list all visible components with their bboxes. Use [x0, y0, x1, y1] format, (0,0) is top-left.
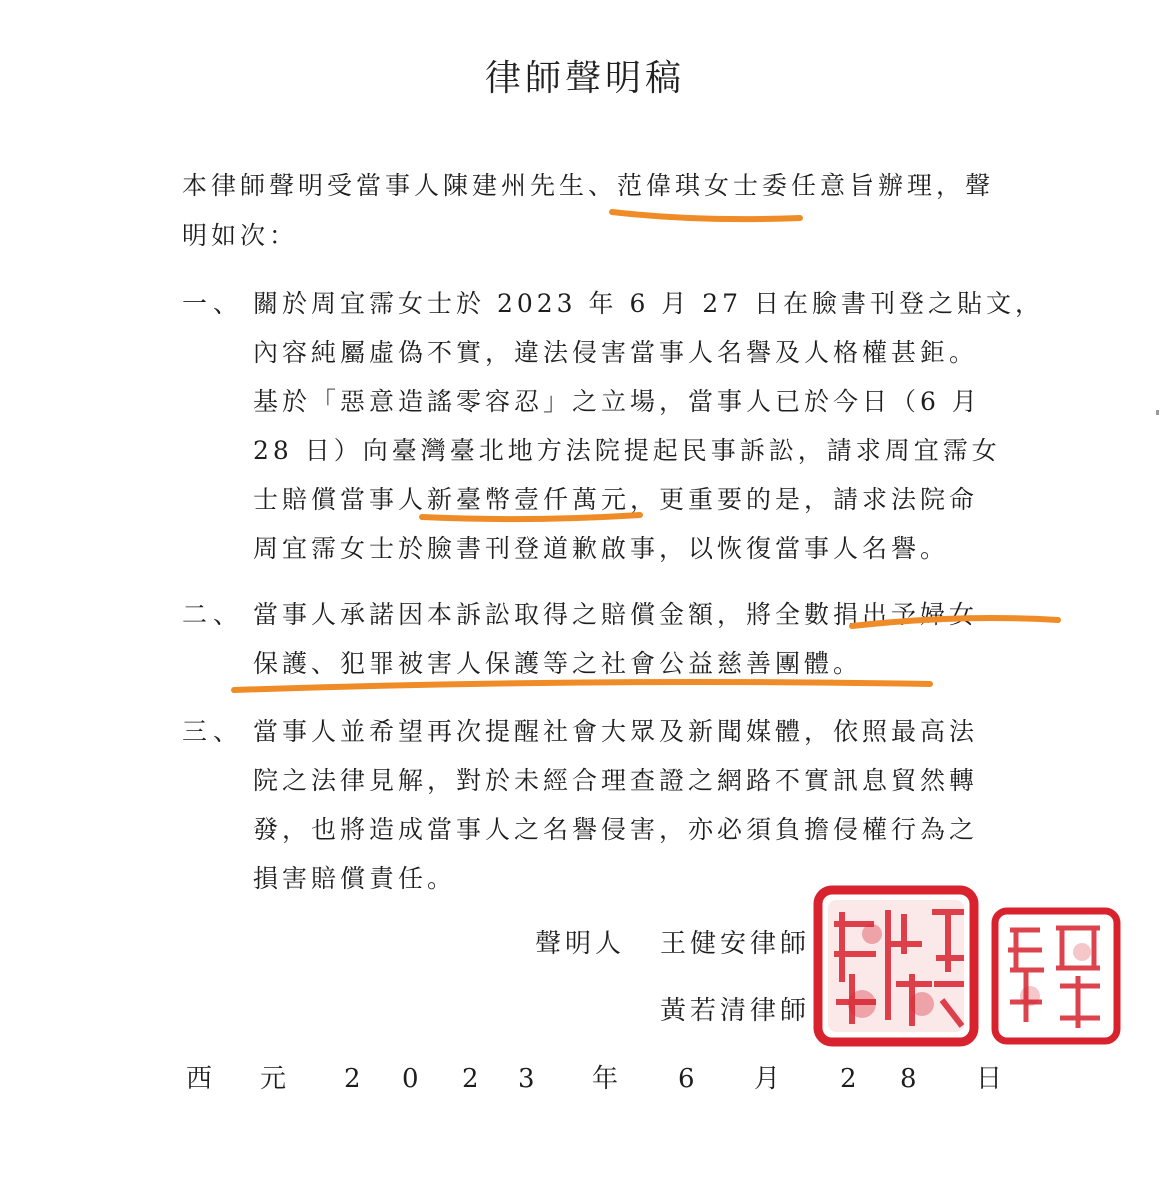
highlight-underline-4	[234, 682, 930, 690]
date-char: 月	[754, 1064, 781, 1094]
date-char: 年	[592, 1064, 619, 1094]
document-title: 律師聲明稿	[484, 58, 685, 99]
scan-speck	[1156, 410, 1159, 415]
item-1-line-3: 基於「惡意造謠零容忍」之立場，當事人已於今日（6 月	[253, 387, 981, 416]
document-date	[186, 1064, 1003, 1096]
item-3-line-4: 損害賠償責任。	[253, 864, 457, 893]
date-char: 6	[678, 1064, 695, 1094]
date-char: 8	[900, 1064, 917, 1094]
date-char: 2	[344, 1064, 361, 1094]
item-1-line-1: 關於周宜霈女士於 2023 年 6 月 27 日在臉書刊登之貼文，	[253, 289, 1045, 318]
date-char: 2	[462, 1064, 479, 1094]
intro-line-2: 明如次：	[182, 221, 299, 250]
item-2-line-1: 當事人承諾因本訴訟取得之賠償金額，將全數捐出予婦女	[253, 600, 979, 629]
signatory-lawyer-2: 黃若清律師	[660, 996, 811, 1026]
item-1-marker: 一、	[182, 289, 245, 318]
item-1-line-6: 周宜霈女士於臉書刊登道歉啟事，以恢復當事人名譽。	[253, 534, 950, 563]
item-2-marker: 二、	[182, 600, 245, 629]
date-char: 2	[840, 1064, 857, 1094]
date-char: 0	[402, 1064, 419, 1094]
signatory-label: 聲明人	[535, 929, 626, 959]
seal-huang-icon	[990, 906, 1122, 1046]
date-char: 日	[976, 1064, 1003, 1094]
item-3-marker: 三、	[182, 717, 245, 746]
date-char: 3	[518, 1064, 535, 1094]
item-1-line-4: 28 日）向臺灣臺北地方法院提起民事訴訟，請求周宜霈女	[253, 436, 1001, 465]
highlight-underline-2	[422, 515, 640, 519]
item-3-line-2: 院之法律見解，對於未經合理查證之網路不實訊息貿然轉	[253, 766, 979, 795]
intro-line-1: 本律師聲明受當事人陳建州先生、范偉琪女士委任意旨辦理，聲	[182, 171, 995, 200]
highlight-underline-1	[612, 212, 800, 219]
item-3-line-1: 當事人並希望再次提醒社會大眾及新聞媒體，依照最高法	[253, 717, 979, 746]
date-char: 元	[260, 1064, 287, 1094]
item-2-line-2: 保護、犯罪被害人保護等之社會公益慈善團體。	[253, 649, 863, 678]
seal-wang-icon	[812, 884, 980, 1048]
item-3-line-3: 發，也將造成當事人之名譽侵害，亦必須負擔侵權行為之	[253, 815, 979, 844]
item-1-line-2: 內容純屬虛偽不實，違法侵害當事人名譽及人格權甚鉅。	[253, 338, 979, 367]
item-1-line-5: 士賠償當事人新臺幣壹仟萬元，更重要的是，請求法院命	[253, 485, 979, 514]
date-char: 西	[186, 1064, 213, 1094]
signatory-lawyer-1: 王健安律師	[660, 929, 811, 959]
